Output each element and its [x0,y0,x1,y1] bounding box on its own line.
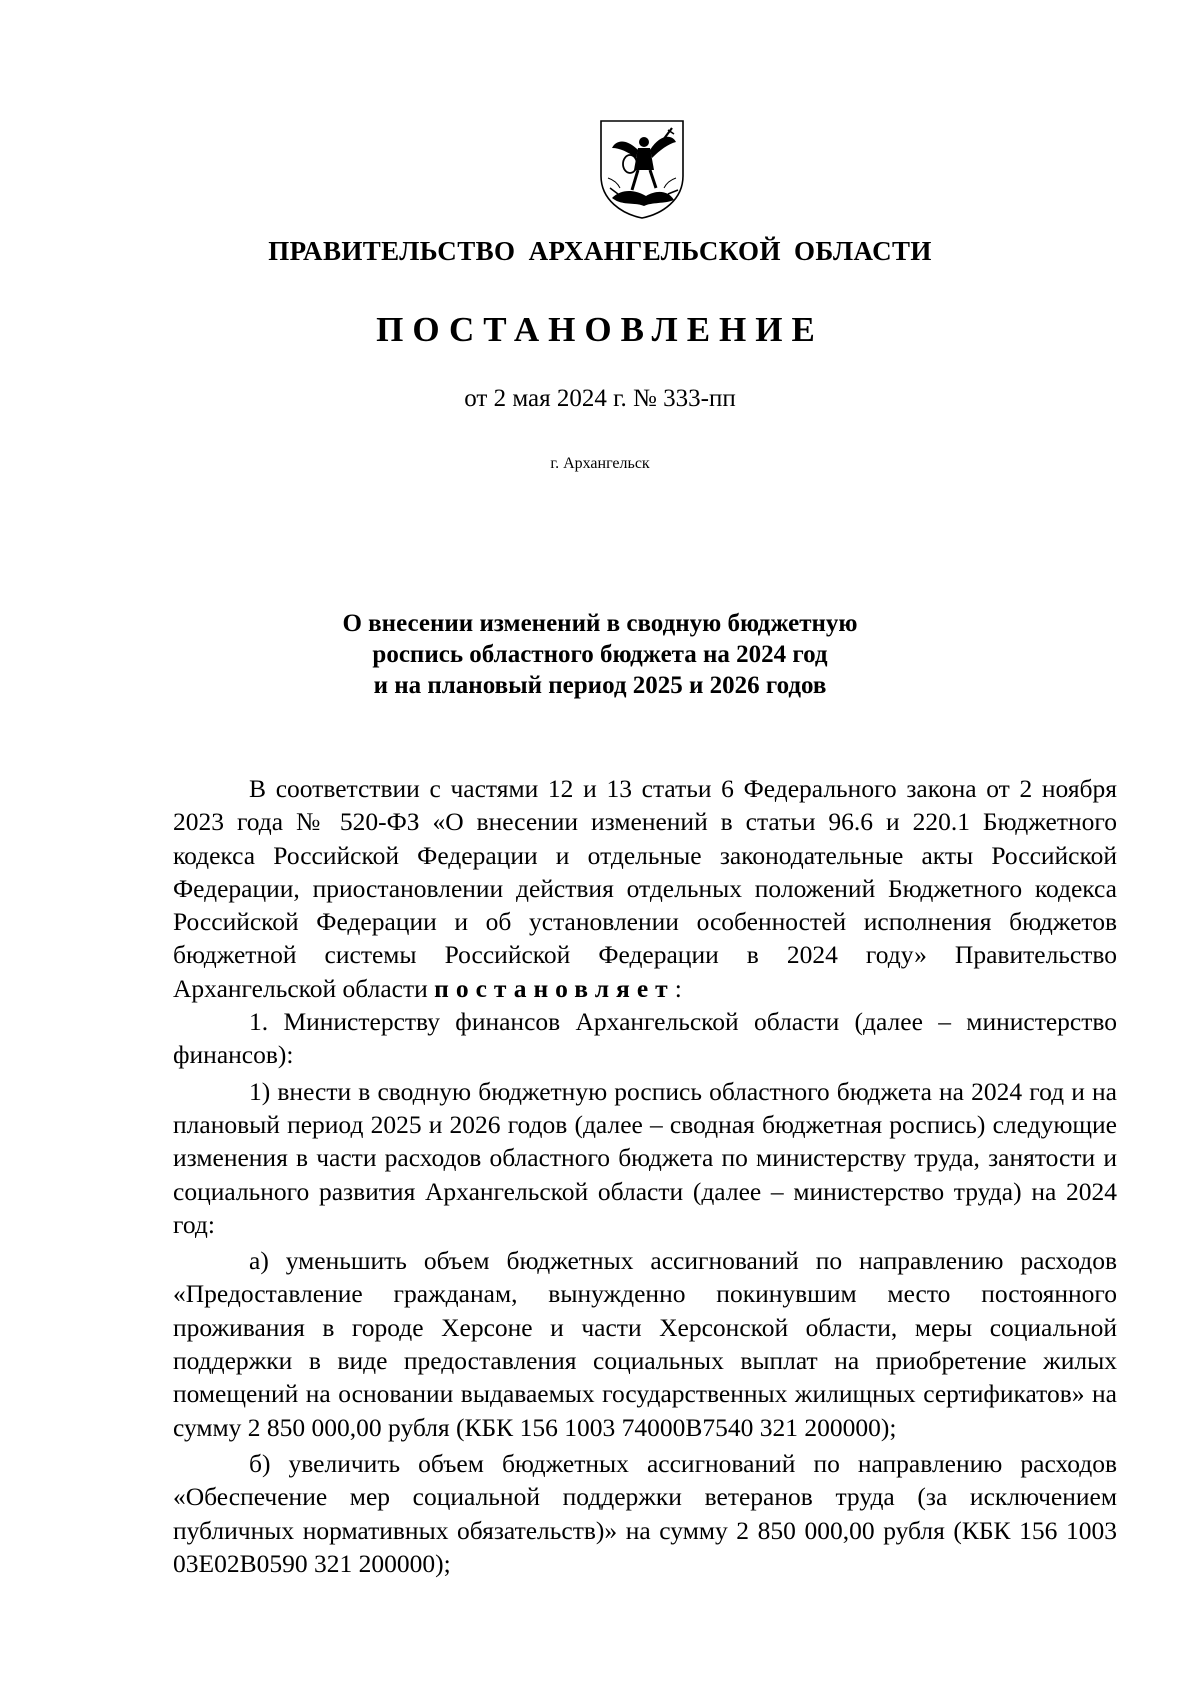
item-1-paragraph: 1. Министерству финансов Архангельской области (далее – министерство финансов): [173,1007,1117,1070]
document-number: от 2 мая 2024 г. № 333-пп [464,385,736,412]
document-body [173,772,1117,1580]
subject-line: и на плановый период 2025 и 2026 годов [373,672,827,699]
item-b-paragraph: б) увеличить объем бюджетных ассигнований по направлению расходов «Обеспечение мер социальной поддержки ветеранов труда (за исключением публичных нормативных обязательств)» на сумму 2 850 000,00 рубля (КБК 156 1003 03Е02В0590 321 200000); [173,1448,1117,1578]
resolves-word: постановляет [434,973,675,1003]
subject-line: роспись областного бюджета на 2024 год [372,641,828,668]
preamble-paragraph [173,772,1117,1005]
city-name: г. Архангельск [550,455,650,472]
item-a-paragraph: а) уменьшить объем бюджетных ассигнований по направлению расходов «Предоставление гражданам, вынужденно покинувшим место постоянного проживания в городе Херсоне и части Херсонской области, меры социальной поддержки в виде предоставления социальных выплат на приобретение жилых помещений на основании выдаваемых государственных жилищных сертификатов» на сумму 2 850 000,00 рубля (КБК 156 1003 74000В7540 321 200000); [173,1246,1117,1442]
arkhangelsk-coat-of-arms-icon [598,118,686,220]
subject-line: О внесении изменений в сводную бюджетную [342,610,858,637]
organization-name: ПРАВИТЕЛЬСТВО АРХАНГЕЛЬСКОЙ ОБЛАСТИ [268,236,932,266]
preamble-text: В соответствии с частями 12 и 13 статьи 6 Федерального закона от 2 ноября 2023 года № 520-ФЗ «О внесении изменений в статьи 96.6 и 220.1 Бюджетного кодекса Российской Федерации и отдельные законодательные акты Российской Федерации, приостановлении действия отдельных положений Бюджетного кодекса Российской Федерации и об установлении особенностей исполнения бюджетов бюджетной системы Российской Федерации в 2024 году» Правительство Архангельской области [173,774,1117,1003]
item-1-1-paragraph: 1) внести в сводную бюджетную роспись областного бюджета на 2024 год и на плановый период 2025 и 2026 годов (далее – сводная бюджетная роспись) следующие изменения в части расходов областного бюджета по министерству труда, занятости и социального развития Архангельской области (далее – министерство труда) на 2024 год: [173,1076,1117,1239]
preamble-end: : [674,973,682,1003]
document-type: ПОСТАНОВЛЕНИЕ [376,310,824,349]
document-subject [0,608,1200,701]
